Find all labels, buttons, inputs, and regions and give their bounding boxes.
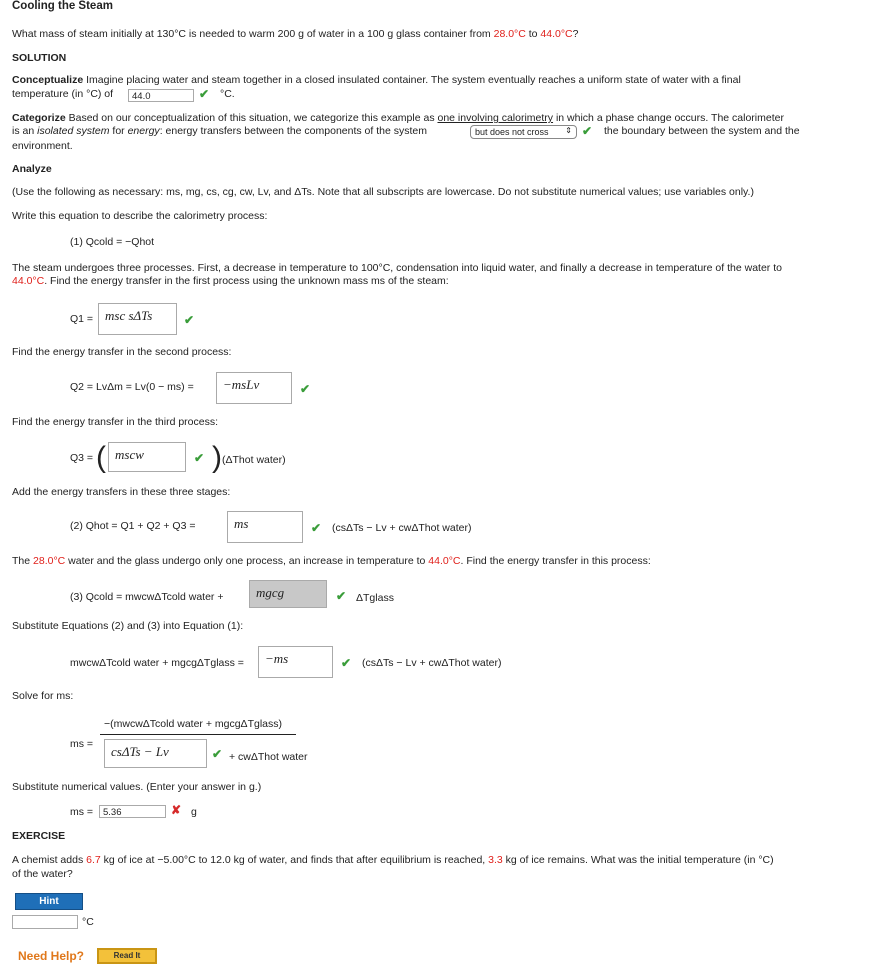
substitute-numerical-text: Substitute numerical values. (Enter your answer in g.) <box>12 781 262 793</box>
q3-label: Q3 = <box>70 452 94 464</box>
denominator-tail: + cwΔThot water <box>229 751 308 763</box>
eq3-tail: ΔTglass <box>356 592 394 604</box>
page-title: Cooling the Steam <box>12 0 113 12</box>
denominator-input[interactable]: csΔTs − Lv <box>104 739 207 768</box>
check-icon: ✔ <box>311 521 322 535</box>
categorize-text-3: the boundary between the system and the <box>604 125 800 137</box>
close-paren: ) <box>212 441 222 474</box>
need-help-label: Need Help? <box>18 949 85 963</box>
glass-text: The 28.0°C water and the glass undergo only one process, an increase in temperature to 44.0°C. Find the energy transfer in this process: <box>12 555 651 567</box>
find-second-text: Find the energy transfer in the second process: <box>12 346 232 358</box>
question-text: What mass of steam initially at 130°C is needed to warm 200 g of water in a 100 g glass container from 28.0°C to 44.0°C? <box>12 28 579 40</box>
analyze-instruction: (Use the following as necessary: ms, mg, cs, cg, cw, Lv, and ΔTs. Note that all subscripts are lowercase. Do not substitute numerical values; use variables only.) <box>12 186 754 198</box>
q1-answer-input[interactable]: msc sΔTs <box>98 303 177 335</box>
initial-temp-input[interactable] <box>12 915 78 929</box>
boundary-dropdown[interactable] <box>470 125 577 139</box>
eq4-tail: (csΔTs − Lv + cwΔThot water) <box>362 657 502 669</box>
hint-button[interactable]: Hint <box>15 893 83 910</box>
solve-text: Solve for ms: <box>12 690 74 702</box>
categorize-text: Categorize Based on our conceptualization of this situation, we categorize this example as one involving calorimetry in which a phase change occurs. The calorimeter <box>12 112 784 124</box>
ms-label: ms = <box>70 738 94 750</box>
open-paren: ( <box>96 441 106 474</box>
q3-answer-input[interactable]: mscw <box>108 442 186 472</box>
equation-1: (1) Qcold = −Qhot <box>70 236 155 248</box>
check-icon: ✔ <box>582 124 593 138</box>
eq3-label: (3) Qcold = mwcwΔTcold water + <box>70 591 224 603</box>
check-icon: ✔ <box>184 313 195 327</box>
eq2-tail: (csΔTs − Lv + cwΔThot water) <box>332 522 472 534</box>
fraction-bar <box>100 734 296 735</box>
exercise-unit: °C <box>82 916 94 928</box>
eq4-label: mwcwΔTcold water + mgcgΔTglass = <box>70 657 244 669</box>
ms-unit: g <box>191 806 197 818</box>
steam-text-2: 44.0°C. Find the energy transfer in the first process using the unknown mass ms of the steam: <box>12 275 449 287</box>
chevron-updown-icon: ⇕ <box>565 126 572 135</box>
q2-label: Q2 = LvΔm = Lv(0 − ms) = <box>70 381 194 393</box>
substitute-text: Substitute Equations (2) and (3) into Equation (1): <box>12 620 244 632</box>
dropdown-value: but does not cross <box>475 127 549 137</box>
solution-heading: SOLUTION <box>12 52 67 64</box>
exercise-text-2: of the water? <box>12 868 73 880</box>
eq3-answer-input[interactable]: mgcg <box>249 580 327 608</box>
write-equation-text: Write this equation to describe the calorimetry process: <box>12 210 268 222</box>
check-icon: ✔ <box>300 382 311 396</box>
find-third-text: Find the energy transfer in the third process: <box>12 416 219 428</box>
check-icon: ✔ <box>341 656 352 670</box>
categorize-text-2: is an isolated system for energy: energy transfers between the components of the system <box>12 125 427 137</box>
eq4-answer-input[interactable]: −ms <box>258 646 333 678</box>
check-icon: ✔ <box>336 589 347 603</box>
check-icon: ✔ <box>199 87 210 101</box>
final-temp-input[interactable]: 44.0 <box>128 89 194 102</box>
exercise-text: A chemist adds 6.7 kg of ice at −5.00°C to 12.0 kg of water, and finds that after equilibrium is reached, 3.3 kg of ice remains. What was the initial temperature (in °C) <box>12 854 774 866</box>
ms-value-input[interactable]: 5.36 <box>99 805 166 818</box>
cross-icon: ✘ <box>171 803 182 817</box>
numerator: −(mwcwΔTcold water + mgcgΔTglass) <box>104 718 282 730</box>
q2-answer-input[interactable]: −msLv <box>216 372 292 404</box>
analyze-heading: Analyze <box>12 163 52 175</box>
conceptualize-text: Conceptualize Imagine placing water and steam together in a closed insulated container. The system eventually reaches a uniform state of water with a final <box>12 74 741 86</box>
add-energy-text: Add the energy transfers in these three stages: <box>12 486 231 498</box>
eq2-label: (2) Qhot = Q1 + Q2 + Q3 = <box>70 520 196 532</box>
exercise-heading: EXERCISE <box>12 830 66 842</box>
q3-tail: (ΔThot water) <box>222 454 286 466</box>
conceptualize-temp-label: temperature (in °C) of <box>12 88 114 100</box>
eq2-answer-input[interactable]: ms <box>227 511 303 543</box>
check-icon: ✔ <box>194 451 205 465</box>
temp-unit: °C. <box>220 88 235 100</box>
read-it-button[interactable]: Read It <box>97 948 157 964</box>
q1-label: Q1 = <box>70 313 94 325</box>
check-icon: ✔ <box>212 747 223 761</box>
ms-final-label: ms = <box>70 806 94 818</box>
steam-text: The steam undergoes three processes. First, a decrease in temperature to 100°C, condensation into liquid water, and finally a decrease in temperature of the water to <box>12 262 782 274</box>
categorize-text-4: environment. <box>12 140 73 152</box>
